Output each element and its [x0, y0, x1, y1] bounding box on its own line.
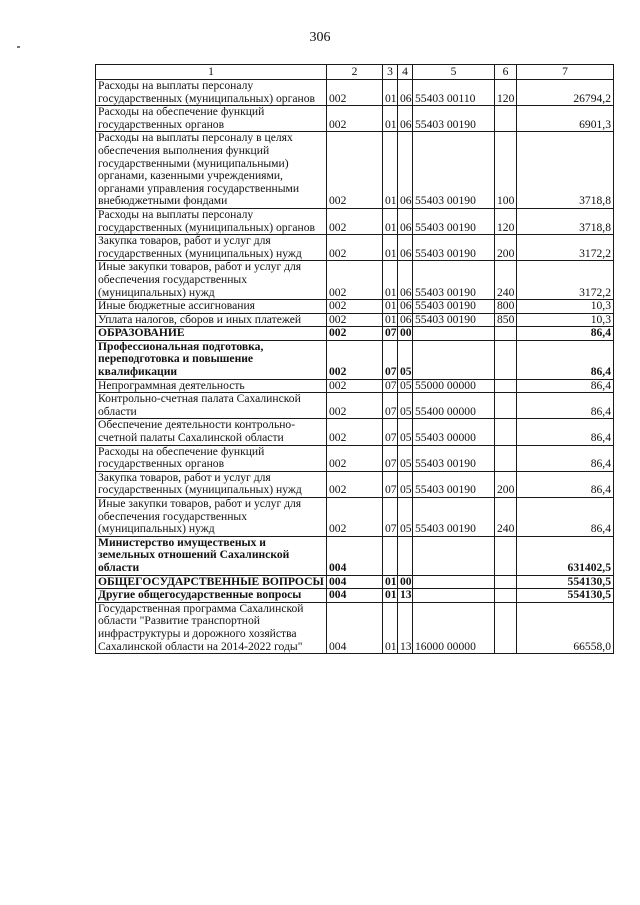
row-amount: 66558,0: [517, 602, 614, 653]
row-amount: 6901,3: [517, 106, 614, 132]
row-name: ОБЩЕГОСУДАРСТВЕННЫЕ ВОПРОСЫ: [96, 575, 327, 589]
row-subsection-code: 05: [398, 393, 413, 419]
table-row: [96, 602, 614, 653]
row-subsection-code: 06: [398, 80, 413, 106]
row-expense-type: [495, 379, 517, 393]
row-target-code: 55403 00190: [413, 235, 495, 261]
row-section-code: 07: [383, 419, 398, 445]
row-target-code: 16000 00000: [413, 602, 495, 653]
row-name: Другие общегосударственные вопросы: [96, 589, 327, 603]
row-subsection-code: 06: [398, 132, 413, 209]
row-expense-type: 120: [495, 208, 517, 234]
table-row: [96, 235, 614, 261]
row-ministry-code: 002: [327, 80, 383, 106]
row-expense-type: [495, 327, 517, 341]
row-amount: 86,4: [517, 379, 614, 393]
row-name: Расходы на выплаты персоналу государственных (муниципальных) органов: [96, 208, 327, 234]
row-expense-type: 240: [495, 498, 517, 537]
row-target-code: 55403 00190: [413, 498, 495, 537]
row-ministry-code: 002: [327, 132, 383, 209]
row-expense-type: [495, 419, 517, 445]
table-row: [96, 313, 614, 327]
header-col-7: 7: [517, 65, 614, 80]
row-name: Государственная программа Сахалинской области "Развитие транспортной инфраструктуры и дорожного хозяйства Сахалинской области на 2014-2022 годы": [96, 602, 327, 653]
row-amount: 3172,2: [517, 235, 614, 261]
row-ministry-code: 002: [327, 393, 383, 419]
row-target-code: 55403 00190: [413, 106, 495, 132]
table-row: [96, 419, 614, 445]
row-ministry-code: 002: [327, 313, 383, 327]
row-target-code: 55403 00000: [413, 419, 495, 445]
row-name: Непрограммная деятельность: [96, 379, 327, 393]
row-target-code: 55403 00190: [413, 132, 495, 209]
table-row: [96, 106, 614, 132]
row-name: Расходы на выплаты персоналу в целях обеспечения выполнения функций государственными (муниципальными) органами, казенными учреждениями, органами управления государственными внебюджетными фондами: [96, 132, 327, 209]
header-col-1: 1: [96, 65, 327, 80]
row-subsection-code: 00: [398, 575, 413, 589]
row-ministry-code: 004: [327, 589, 383, 603]
row-amount: 3172,2: [517, 261, 614, 300]
row-section-code: 01: [383, 313, 398, 327]
row-section-code: 01: [383, 80, 398, 106]
scan-mark: [17, 46, 20, 48]
row-subsection-code: 13: [398, 602, 413, 653]
row-name: Иные бюджетные ассигнования: [96, 300, 327, 314]
row-subsection-code: 06: [398, 313, 413, 327]
header-col-3: 3: [383, 65, 398, 80]
row-target-code: 55403 00190: [413, 208, 495, 234]
row-section-code: 07: [383, 340, 398, 379]
row-amount: 86,4: [517, 471, 614, 497]
table-row: [96, 300, 614, 314]
table-row: [96, 471, 614, 497]
row-expense-type: [495, 106, 517, 132]
row-expense-type: [495, 589, 517, 603]
row-expense-type: 800: [495, 300, 517, 314]
row-target-code: 55400 00000: [413, 393, 495, 419]
row-name: Закупка товаров, работ и услуг для государственных (муниципальных) нужд: [96, 235, 327, 261]
row-subsection-code: 06: [398, 300, 413, 314]
row-name: ОБРАЗОВАНИЕ: [96, 327, 327, 341]
row-ministry-code: 002: [327, 106, 383, 132]
row-section-code: 07: [383, 379, 398, 393]
row-name: Иные закупки товаров, работ и услуг для обеспечения государственных (муниципальных) нужд: [96, 498, 327, 537]
row-subsection-code: 06: [398, 208, 413, 234]
row-subsection-code: 13: [398, 589, 413, 603]
row-name: Профессиональная подготовка, переподготовка и повышение квалификации: [96, 340, 327, 379]
row-amount: 86,4: [517, 340, 614, 379]
row-section-code: 07: [383, 393, 398, 419]
row-expense-type: 240: [495, 261, 517, 300]
row-ministry-code: 002: [327, 327, 383, 341]
row-amount: 10,3: [517, 300, 614, 314]
row-target-code: 55403 00110: [413, 80, 495, 106]
row-amount: 86,4: [517, 419, 614, 445]
row-ministry-code: 002: [327, 208, 383, 234]
row-section-code: 01: [383, 235, 398, 261]
row-ministry-code: 004: [327, 602, 383, 653]
row-amount: 10,3: [517, 313, 614, 327]
row-target-code: [413, 327, 495, 341]
row-ministry-code: 002: [327, 471, 383, 497]
row-target-code: 55403 00190: [413, 471, 495, 497]
row-subsection-code: [398, 536, 413, 575]
row-target-code: 55403 00190: [413, 261, 495, 300]
row-name: Уплата налогов, сборов и иных платежей: [96, 313, 327, 327]
row-section-code: 01: [383, 132, 398, 209]
row-name: Расходы на обеспечение функций государственных органов: [96, 445, 327, 471]
row-ministry-code: 002: [327, 300, 383, 314]
row-section-code: 07: [383, 498, 398, 537]
table-row: [96, 327, 614, 341]
row-section-code: 01: [383, 575, 398, 589]
row-expense-type: 200: [495, 235, 517, 261]
row-name: Расходы на выплаты персоналу государственных (муниципальных) органов: [96, 80, 327, 106]
row-amount: 86,4: [517, 498, 614, 537]
row-target-code: [413, 589, 495, 603]
table-row: [96, 445, 614, 471]
row-ministry-code: 002: [327, 498, 383, 537]
row-amount: 631402,5: [517, 536, 614, 575]
header-col-6: 6: [495, 65, 517, 80]
row-subsection-code: 05: [398, 379, 413, 393]
row-ministry-code: 004: [327, 536, 383, 575]
table-row: [96, 80, 614, 106]
row-target-code: 55403 00190: [413, 313, 495, 327]
row-subsection-code: 05: [398, 471, 413, 497]
row-ministry-code: 002: [327, 379, 383, 393]
row-amount: 3718,8: [517, 208, 614, 234]
row-section-code: 01: [383, 106, 398, 132]
row-target-code: [413, 536, 495, 575]
row-ministry-code: 004: [327, 575, 383, 589]
row-name: Иные закупки товаров, работ и услуг для обеспечения государственных (муниципальных) нужд: [96, 261, 327, 300]
table-row: [96, 379, 614, 393]
header-col-5: 5: [413, 65, 495, 80]
row-ministry-code: 002: [327, 235, 383, 261]
table-row: [96, 132, 614, 209]
row-expense-type: 100: [495, 132, 517, 209]
row-subsection-code: 06: [398, 235, 413, 261]
row-subsection-code: 06: [398, 261, 413, 300]
row-amount: 554130,5: [517, 575, 614, 589]
table-row: [96, 340, 614, 379]
row-target-code: 55403 00190: [413, 300, 495, 314]
row-section-code: 01: [383, 589, 398, 603]
table-row: [96, 393, 614, 419]
row-ministry-code: 002: [327, 261, 383, 300]
table-row: [96, 575, 614, 589]
row-amount: 26794,2: [517, 80, 614, 106]
row-expense-type: [495, 340, 517, 379]
row-expense-type: [495, 575, 517, 589]
row-amount: 86,4: [517, 445, 614, 471]
row-name: Контрольно-счетная палата Сахалинской области: [96, 393, 327, 419]
row-section-code: 07: [383, 445, 398, 471]
table-row: [96, 589, 614, 603]
row-subsection-code: 05: [398, 498, 413, 537]
row-subsection-code: 05: [398, 445, 413, 471]
table-row: [96, 208, 614, 234]
row-target-code: 55000 00000: [413, 379, 495, 393]
page-number: 306: [309, 30, 331, 45]
row-amount: 554130,5: [517, 589, 614, 603]
row-expense-type: [495, 445, 517, 471]
table-row: [96, 536, 614, 575]
row-target-code: [413, 340, 495, 379]
row-target-code: 55403 00190: [413, 445, 495, 471]
row-expense-type: 200: [495, 471, 517, 497]
table-row: [96, 261, 614, 300]
row-name: Министерство имущественых и земельных отношений Сахалинской области: [96, 536, 327, 575]
row-ministry-code: 002: [327, 445, 383, 471]
row-amount: 86,4: [517, 327, 614, 341]
row-name: Обеспечение деятельности контрольно-счетной палаты Сахалинской области: [96, 419, 327, 445]
budget-table: [95, 64, 614, 654]
row-section-code: 07: [383, 471, 398, 497]
row-amount: 3718,8: [517, 132, 614, 209]
row-ministry-code: 002: [327, 340, 383, 379]
row-expense-type: [495, 602, 517, 653]
row-section-code: [383, 536, 398, 575]
header-col-4: 4: [398, 65, 413, 80]
row-section-code: 01: [383, 602, 398, 653]
table-row: [96, 498, 614, 537]
row-name: Закупка товаров, работ и услуг для государственных (муниципальных) нужд: [96, 471, 327, 497]
row-ministry-code: 002: [327, 419, 383, 445]
row-expense-type: 850: [495, 313, 517, 327]
row-section-code: 01: [383, 261, 398, 300]
header-col-2: 2: [327, 65, 383, 80]
row-expense-type: 120: [495, 80, 517, 106]
row-expense-type: [495, 536, 517, 575]
row-expense-type: [495, 393, 517, 419]
row-section-code: 07: [383, 327, 398, 341]
row-name: Расходы на обеспечение функций государственных органов: [96, 106, 327, 132]
row-subsection-code: 05: [398, 419, 413, 445]
row-amount: 86,4: [517, 393, 614, 419]
row-section-code: 01: [383, 300, 398, 314]
row-subsection-code: 05: [398, 340, 413, 379]
row-subsection-code: 06: [398, 106, 413, 132]
row-subsection-code: 00: [398, 327, 413, 341]
row-target-code: [413, 575, 495, 589]
row-section-code: 01: [383, 208, 398, 234]
header-row: [96, 65, 614, 80]
